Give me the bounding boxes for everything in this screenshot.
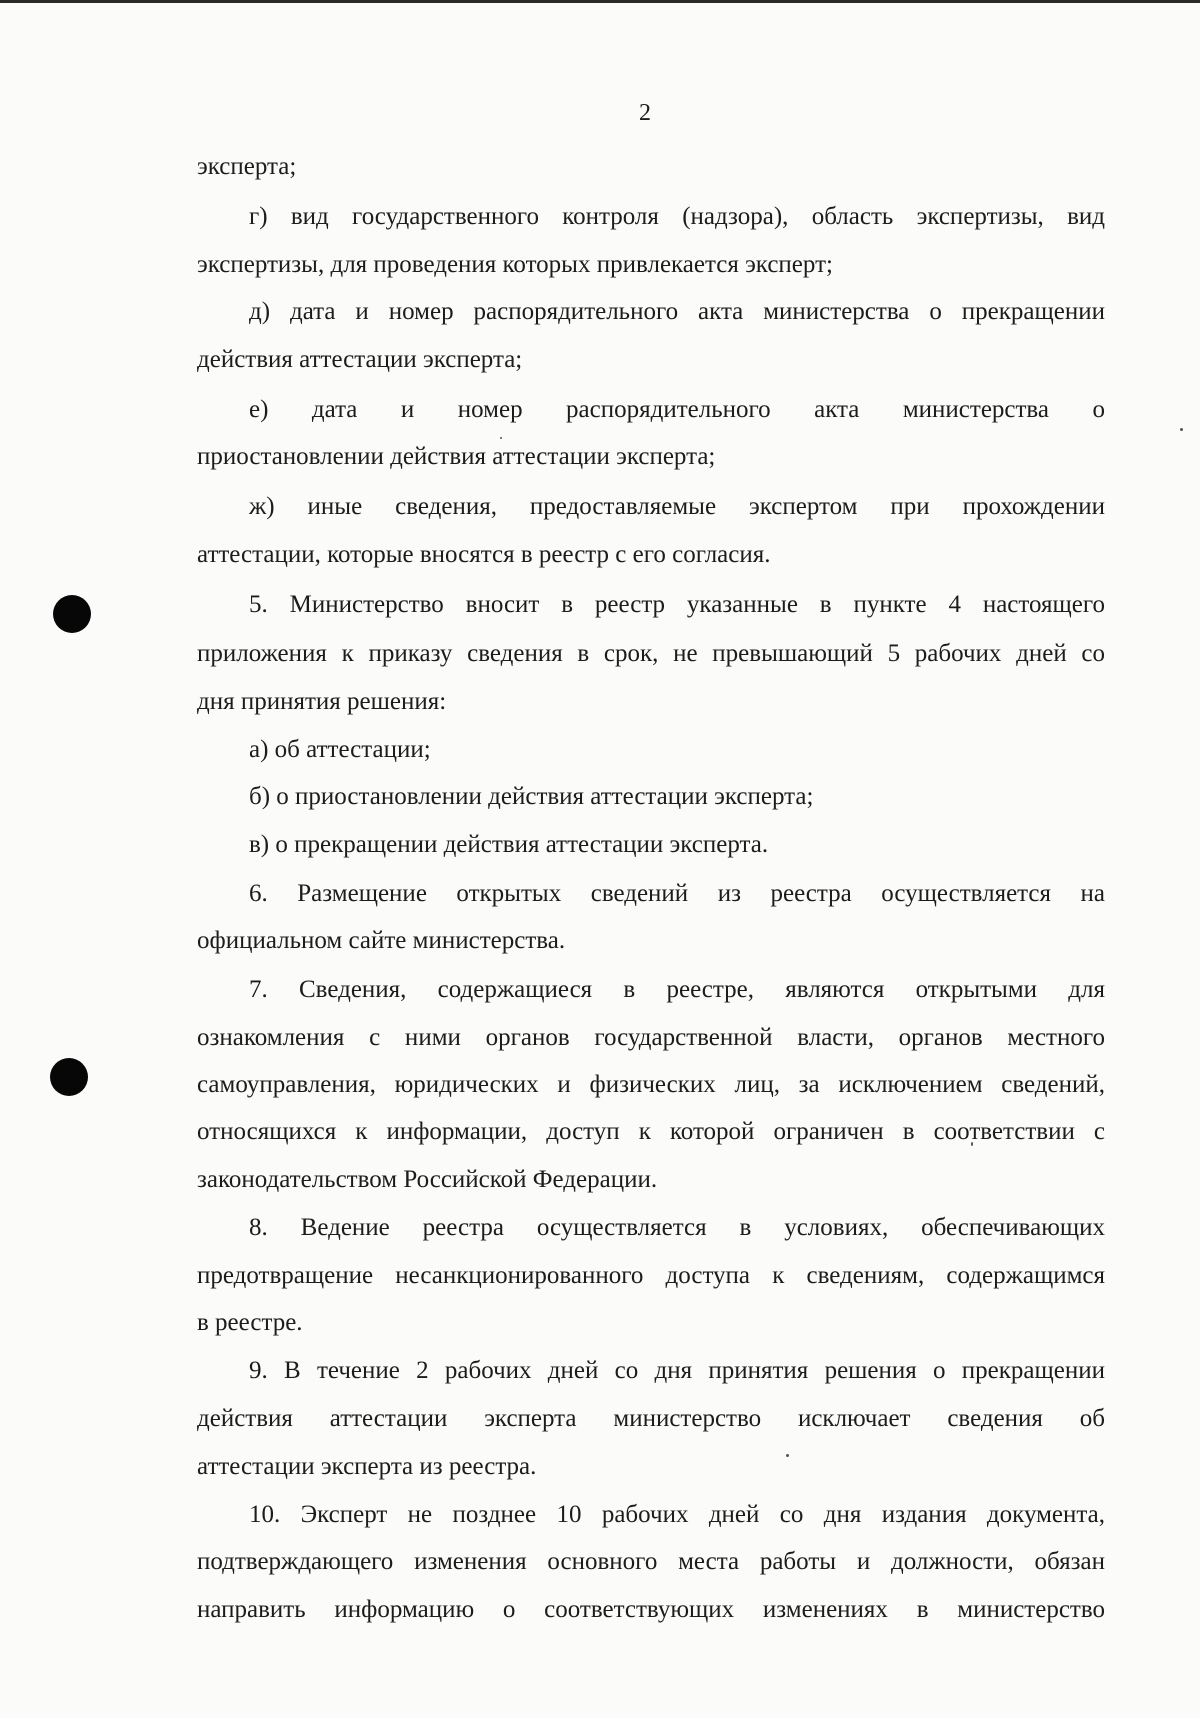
text-line: действия аттестации эксперта министерство исключает сведения об: [197, 1405, 1105, 1432]
text-line: экспертизы, для проведения которых привлекается эксперт;: [197, 251, 833, 278]
text-line: приостановлении действия аттестации эксперта;: [197, 443, 716, 470]
text-line: ознакомления с ними органов государственной власти, органов местного: [197, 1024, 1105, 1051]
text-line: а) об аттестации;: [249, 736, 431, 763]
punch-hole: [50, 1058, 88, 1096]
scan-top-edge: [0, 0, 1200, 3]
text-line: в) о прекращении действия аттестации эксперта.: [249, 831, 769, 858]
text-line: относящихся к информации, доступ к которой ограничен в соответствии с: [197, 1118, 1105, 1145]
scan-speck: [1180, 428, 1183, 431]
text-line: дня принятия решения:: [197, 688, 447, 715]
text-line: аттестации эксперта из реестра.: [197, 1453, 537, 1480]
text-line: официальном сайте министерства.: [197, 927, 566, 954]
text-line: приложения к приказу сведения в срок, не превышающий 5 рабочих дней со: [197, 640, 1105, 667]
text-line: 9. В течение 2 рабочих дней со дня принятия решения о прекращении: [249, 1357, 1105, 1384]
text-line: г) вид государственного контроля (надзора), область экспертизы, вид: [249, 203, 1105, 230]
text-line: 7. Сведения, содержащиеся в реестре, являются открытыми для: [249, 976, 1105, 1003]
text-line: подтверждающего изменения основного места работы и должности, обязан: [197, 1548, 1105, 1575]
page-number: 2: [639, 100, 651, 126]
text-line: в реестре.: [197, 1309, 303, 1336]
text-line: д) дата и номер распорядительного акта министерства о прекращении: [249, 298, 1105, 325]
text-line: действия аттестации эксперта;: [197, 346, 523, 373]
text-line: предотвращение несанкционированного доступа к сведениям, содержащимся: [197, 1262, 1105, 1289]
punch-hole: [53, 595, 91, 633]
text-line: 5. Министерство вносит в реестр указанные в пункте 4 настоящего: [249, 591, 1105, 618]
text-line: направить информацию о соответствующих изменениях в министерство: [197, 1596, 1105, 1623]
text-line: е) дата и номер распорядительного акта министерства о: [249, 396, 1105, 423]
text-line: ж) иные сведения, предоставляемые экспертом при прохождении: [249, 493, 1105, 520]
text-line: законодательством Российской Федерации.: [197, 1166, 658, 1193]
text-line: аттестации, которые вносятся в реестр с его согласия.: [197, 541, 771, 568]
text-line: самоуправления, юридических и физических лиц, за исключением сведений,: [197, 1071, 1105, 1098]
text-line: 10. Эксперт не позднее 10 рабочих дней со дня издания документа,: [249, 1501, 1105, 1528]
text-line: эксперта;: [197, 153, 297, 180]
text-line: б) о приостановлении действия аттестации эксперта;: [249, 783, 814, 810]
text-line: 8. Ведение реестра осуществляется в условиях, обеспечивающих: [249, 1214, 1105, 1241]
text-line: 6. Размещение открытых сведений из реестра осуществляется на: [249, 880, 1105, 907]
scan-speck: [500, 437, 502, 439]
